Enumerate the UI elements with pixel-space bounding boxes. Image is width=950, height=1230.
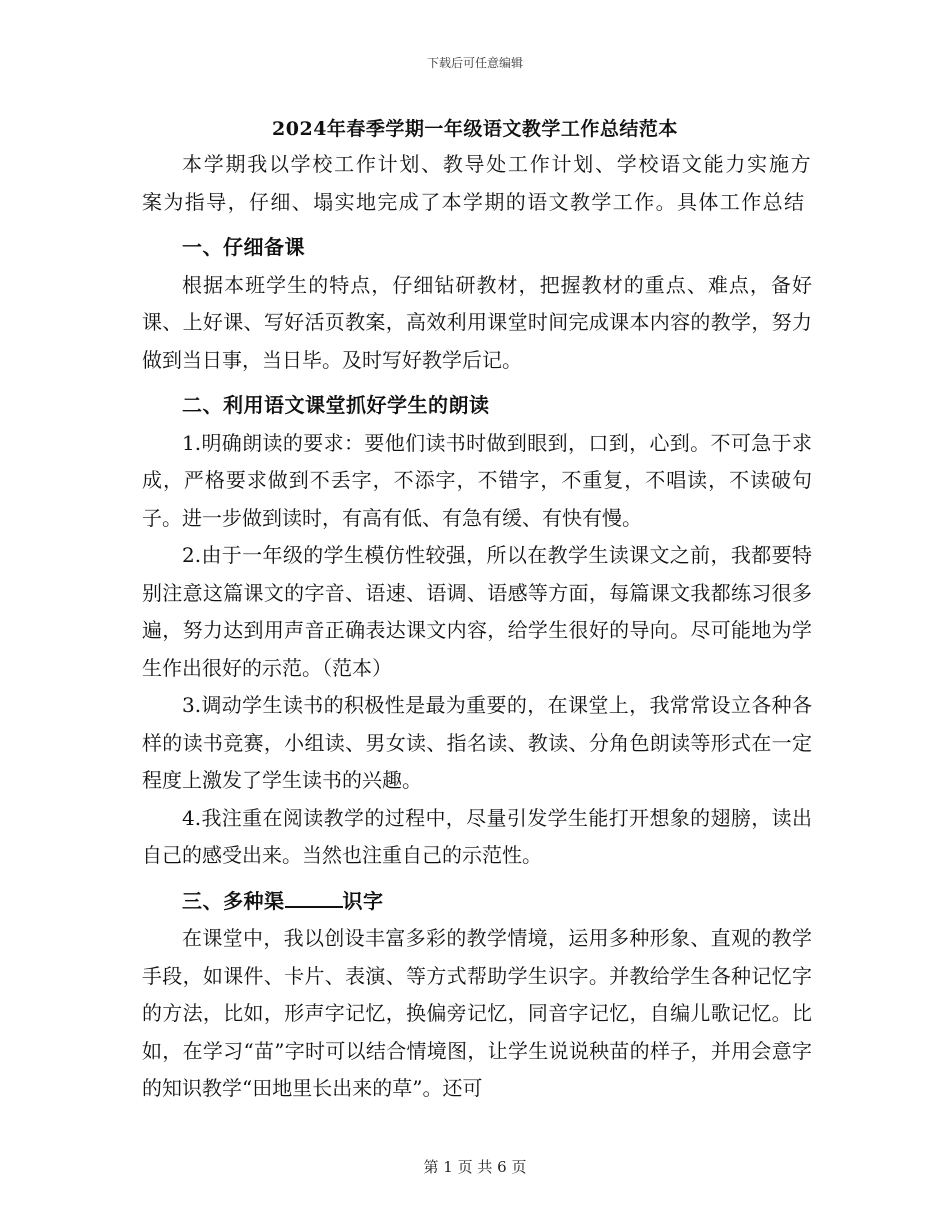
paragraph: 1.明确朗读的要求：要他们读书时做到眼到，口到，心到。不可急于求成，严格要求做到不丢字，不添字，不错字，不重复，不唱读，不读破句子。进一步做到读时，有高有低、有急有缓、有快有慢。: [142, 430, 812, 530]
section-heading-3: [142, 883, 812, 921]
page-number: 第 1 页 共 6 页: [423, 1158, 527, 1176]
paragraph: 4.我注重在阅读教学的过程中，尽量引发学生能打开想象的翅膀，读出自己的感受出来。当然也注重自己的示范性。: [142, 805, 812, 867]
paragraph: 2.由于一年级的学生模仿性较强，所以在教学生读课文之前，我都要特别注意这篇课文的字音、语速、语调、语感等方面，每篇课文我都练习很多遍，努力达到用声音正确表达课文内容，给学生很好的导向。尽可能地为学生作出很好的示范。（范本）: [142, 543, 812, 680]
header-note: 下载后可任意编辑: [426, 56, 523, 70]
section-heading-3-start: 三、多种渠: [182, 888, 285, 913]
section-heading-2: 二、利用语文课堂抓好学生的朗读: [182, 393, 490, 417]
paragraph: 根据本班学生的特点，仔细钻研教材，把握教材的重点、难点，备好课、上好课、写好活页教案，高效利用课堂时间完成课本内容的教学，努力做到当日事，当日毕。及时写好教学后记。: [142, 272, 812, 372]
paragraph: 3.调动学生读书的积极性是最为重要的，在课堂上，我常常设立各种各样的读书竞赛，小组读、男女读、指名读、教读、分角色朗读等形式在一定程度上激发了学生读书的兴趣。: [142, 693, 812, 792]
document-title: 2024年春季学期一年级语文教学工作总结范本: [272, 118, 678, 140]
intro-paragraph: 本学期我以学校工作计划、教导处工作计划、学校语文能力实施方案为指导，仔细、塌实地完成了本学期的语文教学工作。具体工作总结: [142, 152, 812, 214]
section-heading-1: 一、仔细备课: [182, 235, 305, 259]
section-heading-3-end: 识字: [342, 888, 384, 913]
document-body: [142, 146, 812, 1108]
heading-blank-underline: [285, 888, 343, 908]
paragraph: 在课堂中，我以创设丰富多彩的教学情境，运用多种形象、直观的教学手段，如课件、卡片、表演、等方式帮助学生识字。并教给学生各种记忆字的方法，比如，形声字记忆，换偏旁记忆，同音字记忆，自编儿歌记忆。比如，在学习“苗”字时可以结合情境图，让学生说说秧苗的样子，并用会意字的知识教学“田地里长出来的草”。还可: [142, 926, 812, 1100]
